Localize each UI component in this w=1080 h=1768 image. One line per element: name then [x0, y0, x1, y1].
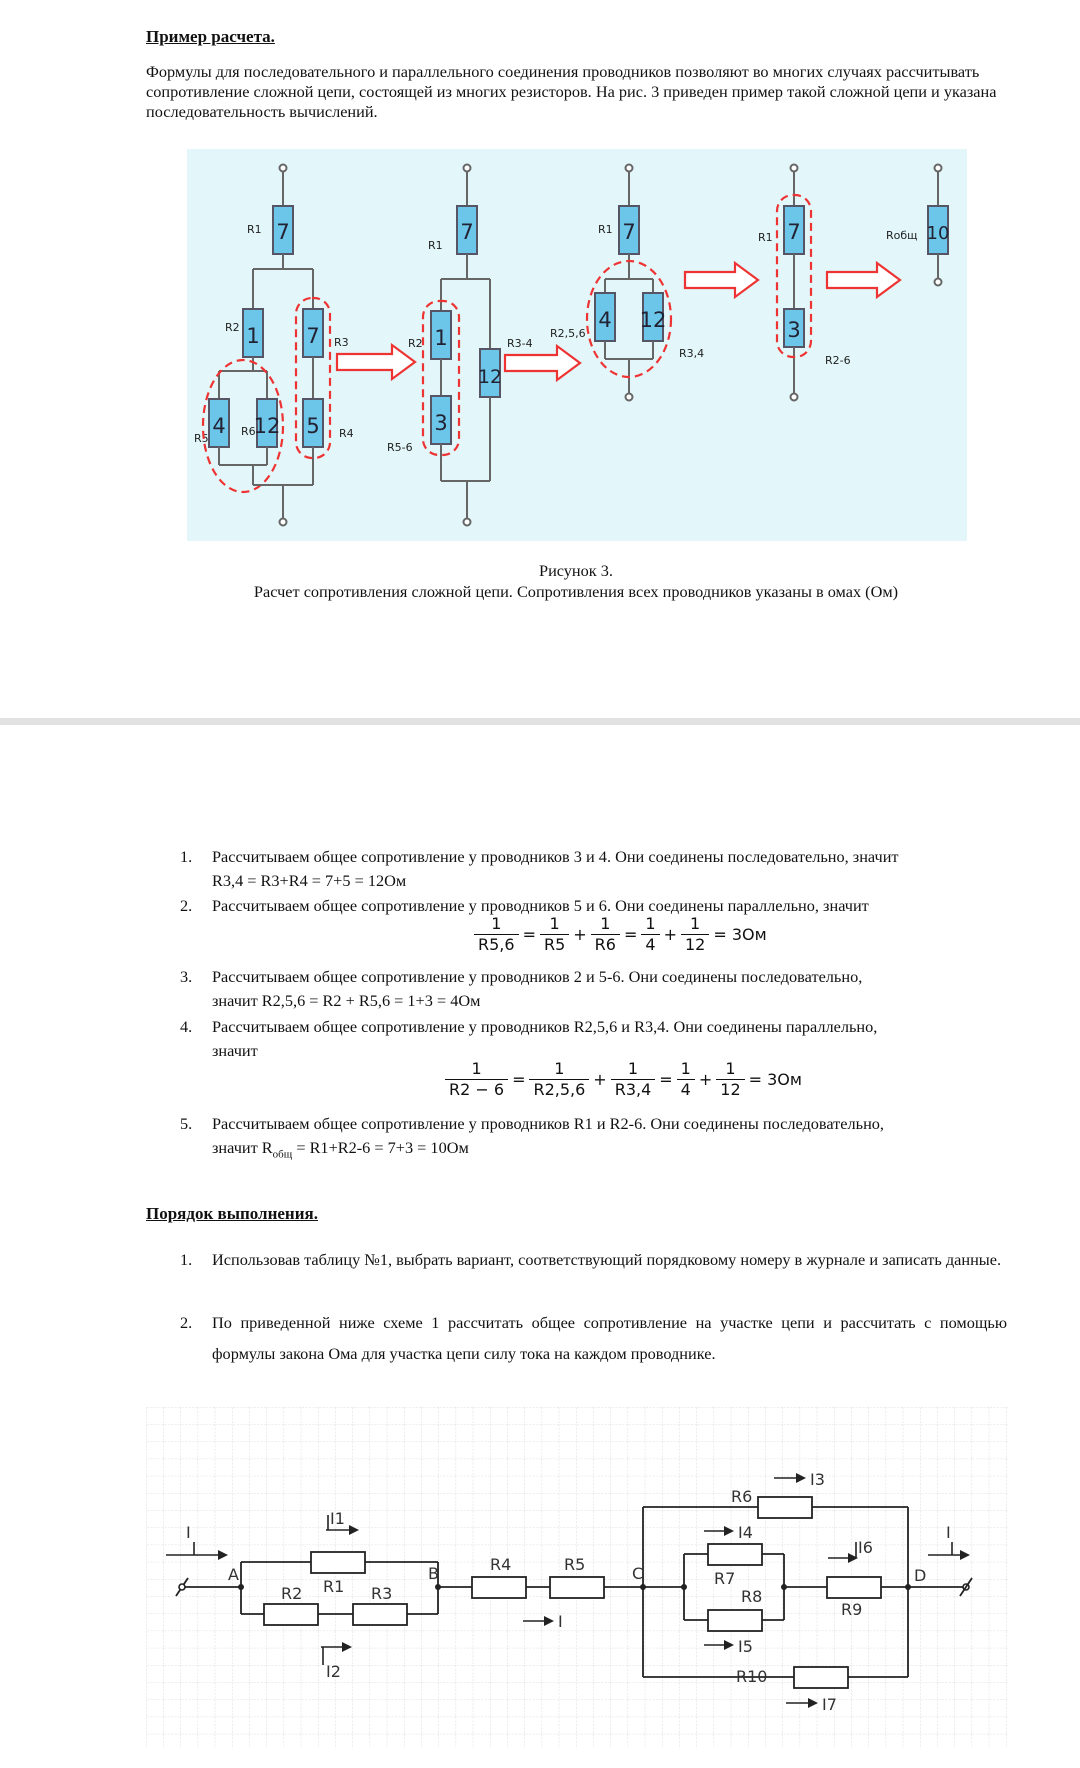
resistor-r3-value: 7: [306, 324, 320, 348]
resistor-r4-label: R4: [490, 1555, 512, 1574]
current-i-out: I: [946, 1523, 951, 1542]
fraction: [591, 914, 620, 955]
resistor-r3-label: R3: [334, 336, 349, 349]
item-text: По приведенной ниже схеме 1 рассчитать общее сопротивление на участке цепи и рассчитать с помощью формулы закона Ома для участка цепи силу тока на каждом проводнике.: [212, 1313, 1007, 1363]
numerator: 1: [591, 914, 620, 935]
resistor-r2-s2-value: 1: [434, 326, 448, 350]
denominator: R3,4: [614, 1080, 652, 1099]
arrow-2-3: [505, 346, 580, 380]
step-number: 2.: [180, 896, 193, 915]
operator: =: [659, 1070, 673, 1089]
formula-r56: [472, 914, 769, 955]
section-title-procedure: Порядок выполнения.: [146, 1204, 318, 1223]
current-i2: I2: [326, 1662, 341, 1681]
resistor-r10-label: R10: [736, 1667, 768, 1686]
resistor-r7-label: R7: [714, 1569, 736, 1588]
node-a: A: [228, 1565, 239, 1584]
resistor-r2-s2-label: R2: [408, 337, 423, 350]
resistor-r26-s4-value: 3: [787, 318, 801, 342]
resistor-r1-s4-value: 7: [787, 220, 801, 244]
fraction: [716, 1059, 744, 1100]
fraction: [540, 914, 569, 955]
step-number: 1.: [180, 847, 193, 866]
resistor-r5-label: R5: [194, 432, 209, 445]
resistor-r34-s2-value: 12: [477, 366, 503, 388]
resistor-r6-label: R6: [731, 1487, 753, 1506]
step-text: Рассчитываем общее сопротивление у проводников 5 и 6. Они соединены параллельно, значит: [212, 896, 869, 915]
numerator: 1: [641, 914, 659, 935]
numerator: 1: [716, 1059, 744, 1080]
figure-caption-title: Рисунок 3.: [539, 561, 613, 580]
step-text: Рассчитываем общее сопротивление у проводников R1 и R2-6. Они соединены последовательно,: [212, 1114, 884, 1133]
current-i-mid: I: [558, 1612, 563, 1631]
formula-result: = 3Ом: [713, 925, 767, 944]
resistor-r2-label: R2: [281, 1584, 303, 1603]
numerator: 1: [677, 1059, 695, 1080]
step-result-b: = R1+R2-6 = 7+3 = 10Ом: [292, 1138, 469, 1157]
subscript: общ: [272, 1148, 293, 1161]
current-i1: I1: [330, 1509, 345, 1528]
resistor-r8-label: R8: [741, 1587, 763, 1606]
page-separator: [0, 718, 1080, 725]
item-number: 1.: [180, 1250, 193, 1269]
current-i7: I7: [822, 1695, 837, 1714]
step-number: 3.: [180, 967, 193, 986]
denominator: R5,6: [478, 935, 515, 954]
resistor-r2-value: 1: [246, 324, 260, 348]
fraction: [641, 914, 659, 955]
step-result: значит R2,5,6 = R2 + R5,6 = 1+3 = 4Ом: [212, 991, 481, 1010]
scheme-1: [146, 1407, 1008, 1747]
step-text-cont: значит: [212, 1041, 258, 1060]
resistor-r1-s3-value: 7: [622, 220, 636, 244]
resistor-r2-label: R2: [225, 321, 240, 334]
numerator: 1: [474, 914, 519, 935]
fraction: [611, 1059, 656, 1100]
item-number: 2.: [180, 1313, 193, 1332]
fraction: [681, 914, 709, 955]
resistor-r1-s3-label: R1: [598, 223, 613, 236]
step-text: Рассчитываем общее сопротивление у проводников 3 и 4. Они соединены последовательно, значит: [212, 847, 899, 866]
current-i4: I4: [738, 1523, 753, 1542]
step-result-a: значит R: [212, 1138, 273, 1157]
resistor-r6: [758, 1497, 812, 1518]
figure-3: [187, 149, 967, 541]
current-i5: I5: [738, 1637, 753, 1656]
current-i-in: I: [186, 1523, 191, 1542]
resistor-r56-s2-label: R5-6: [387, 441, 413, 454]
resistor-r34-s2-label: R3-4: [507, 337, 533, 350]
resistor-r2: [264, 1604, 318, 1625]
current-i3: I3: [810, 1470, 825, 1489]
fraction: [474, 914, 519, 955]
resistor-r10: [794, 1667, 848, 1688]
resistor-r1-s2-label: R1: [428, 239, 443, 252]
operator: =: [522, 925, 536, 944]
node-c: C: [632, 1564, 644, 1583]
node-b: B: [428, 1564, 439, 1583]
resistor-r4: [472, 1577, 526, 1598]
resistor-r1-value: 7: [276, 220, 290, 244]
numerator: 1: [540, 914, 569, 935]
arrow-3-4: [685, 263, 758, 297]
resistor-r5-value: 4: [212, 414, 226, 438]
resistor-r3-label: R3: [371, 1584, 393, 1603]
resistor-r1-label: R1: [323, 1577, 345, 1596]
stage-5: [886, 165, 949, 286]
numerator: 1: [611, 1059, 656, 1080]
arrow-4-5: [827, 263, 900, 297]
step-text: Рассчитываем общее сопротивление у проводников R2,5,6 и R3,4. Они соединены параллельно,: [212, 1017, 878, 1036]
page-1: [0, 0, 1080, 718]
resistor-r1: [311, 1552, 365, 1573]
denominator: R6: [594, 935, 616, 954]
resistor-rtotal-value: 10: [926, 223, 950, 244]
intro-paragraph: Формулы для последовательного и параллельного соединения проводников позволяют во многих случаях рассчитывать сопротивление сложной цепи, состоящей из многих резисторов. На рис. 3 приведен пример такой сложной цепи и указана последовательность вычислений.: [146, 62, 997, 121]
fraction: [677, 1059, 695, 1100]
resistor-r1-s4-label: R1: [758, 231, 773, 244]
formula-result: = 3Ом: [748, 1070, 802, 1089]
operator: +: [573, 925, 587, 944]
step-text: Рассчитываем общее сопротивление у проводников 2 и 5-6. Они соединены последовательно,: [212, 967, 863, 986]
denominator: R5: [543, 935, 566, 954]
step-result: R3,4 = R3+R4 = 7+5 = 12Ом: [212, 871, 407, 890]
step-result: [212, 1136, 1007, 1166]
resistor-r34-s3-label: R3,4: [679, 347, 705, 360]
figure-caption-text: Расчет сопротивления сложной цепи. Сопротивления всех проводников указаны в омах (Ом): [253, 582, 899, 601]
node-d: D: [914, 1566, 927, 1585]
denominator: R2,5,6: [533, 1080, 586, 1099]
operator: =: [512, 1070, 526, 1089]
resistor-r26-s4-label: R2-6: [825, 354, 851, 367]
resistor-r7: [708, 1544, 762, 1565]
resistor-r256-s3-value: 4: [598, 308, 612, 332]
step-number: 4.: [180, 1017, 193, 1036]
operator: +: [663, 925, 677, 944]
current-i6: I6: [858, 1538, 873, 1557]
resistor-r5-label: R5: [564, 1555, 586, 1574]
denominator: 12: [684, 935, 706, 954]
resistor-r9: [827, 1577, 881, 1598]
item-text: Использовав таблицу №1, выбрать вариант, соответствующий порядковому номеру в журнале и записать данные.: [212, 1250, 1002, 1269]
resistor-r1-s2-value: 7: [460, 220, 474, 244]
operator: +: [698, 1070, 713, 1089]
resistor-r6-value: 12: [253, 414, 281, 438]
denominator: 4: [680, 1080, 691, 1099]
resistor-r9-label: R9: [841, 1600, 863, 1619]
resistor-r8: [708, 1610, 762, 1631]
fraction: [445, 1059, 508, 1100]
resistor-r4-value: 5: [306, 414, 320, 438]
resistor-r56-s2-value: 3: [434, 411, 448, 435]
resistor-r3: [353, 1604, 407, 1625]
numerator: 1: [681, 914, 709, 935]
resistor-r256-s3-label: R2,5,6: [550, 327, 586, 340]
section-title-example: Пример расчета.: [146, 27, 275, 46]
resistor-r5: [550, 1577, 604, 1598]
numerator: 1: [445, 1059, 508, 1080]
denominator: 12: [720, 1080, 741, 1099]
denominator: 4: [645, 935, 656, 954]
stage-2: [387, 165, 533, 526]
numerator: 1: [529, 1059, 589, 1080]
stage-1: [194, 165, 354, 526]
resistor-r1-label: R1: [247, 223, 262, 236]
resistor-r6-label: R6: [241, 425, 256, 438]
arrow-1-2: [337, 345, 415, 379]
resistor-r34-s3-value: 12: [639, 308, 667, 332]
fraction: [529, 1059, 589, 1100]
resistor-rtotal-label: Rобщ: [886, 229, 918, 242]
operator: =: [623, 925, 638, 944]
resistor-r4-label: R4: [339, 427, 354, 440]
formula-r2-6: [443, 1059, 804, 1100]
operator: +: [593, 1070, 607, 1089]
denominator: R2 − 6: [449, 1080, 505, 1099]
step-number: 5.: [180, 1114, 193, 1133]
